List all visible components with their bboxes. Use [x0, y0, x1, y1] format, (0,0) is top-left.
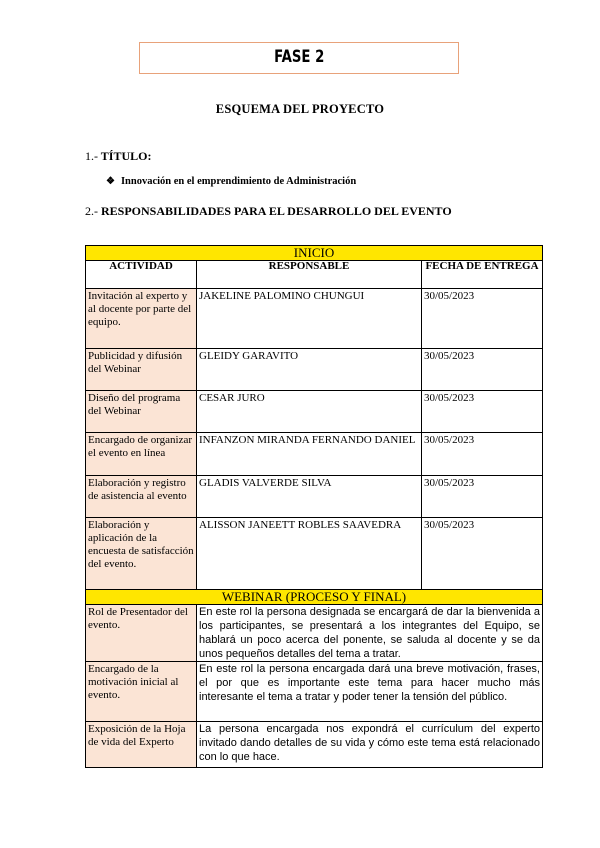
table-row: [86, 289, 543, 349]
responsable-cell: ALISSON JANEETT ROBLES SAAVEDRA: [197, 518, 422, 590]
actividad-cell: Publicidad y difusión del Webinar: [86, 349, 197, 391]
fecha-cell: 30/05/2023: [422, 476, 543, 518]
table-row: [86, 605, 543, 662]
document-heading: ESQUEMA DEL PROYECTO: [215, 102, 385, 116]
table-row: [86, 391, 543, 433]
actividad-cell: Invitación al experto y al docente por parte del equipo.: [86, 289, 197, 349]
actividad-cell: Diseño del programa del Webinar: [86, 391, 197, 433]
header-responsable: RESPONSABLE: [197, 261, 422, 289]
actividad-cell: Elaboración y aplicación de la encuesta de satisfacción del evento.: [86, 518, 197, 590]
header-actividad: ACTIVIDAD: [86, 261, 197, 289]
section-title-label: [85, 149, 151, 164]
section-label: RESPONSABILIDADES PARA EL DESARROLLO DEL EVENTO: [101, 204, 452, 218]
webinar-band-row: [86, 590, 543, 605]
webinar-band: WEBINAR (PROCESO Y FINAL): [86, 590, 543, 605]
responsable-cell: GLADIS VALVERDE SILVA: [197, 476, 422, 518]
responsable-cell: JAKELINE PALOMINO CHUNGUI: [197, 289, 422, 349]
inicio-band-row: [86, 246, 543, 261]
fecha-cell: 30/05/2023: [422, 518, 543, 590]
actividad-cell: Exposición de la Hoja de vida del Experto: [86, 722, 197, 768]
inicio-band: INICIO: [86, 246, 543, 261]
header-fecha: FECHA DE ENTREGA: [422, 261, 543, 289]
fecha-cell: 30/05/2023: [422, 349, 543, 391]
phase-title-box: [139, 42, 459, 74]
title-bullet: [106, 176, 356, 187]
fecha-cell: 30/05/2023: [422, 289, 543, 349]
section-number: 2.-: [85, 204, 98, 218]
descripcion-cell: En este rol la persona encargada dará una breve motivación, frases, el por que es importante este tema para hacer mucho más interesante el tema a tratar y poder tener la tensión del público.: [197, 662, 543, 722]
fecha-cell: 30/05/2023: [422, 433, 543, 476]
table-row: [86, 518, 543, 590]
actividad-cell: Rol de Presentador del evento.: [86, 605, 197, 662]
section-responsibilities-label: [85, 204, 452, 219]
fecha-cell: 30/05/2023: [422, 391, 543, 433]
descripcion-cell: La persona encargada nos expondrá el currículum del experto invitado dando detalles de su vida y cómo este tema está relacionado con lo que hace.: [197, 722, 543, 768]
table-row: [86, 349, 543, 391]
responsable-cell: INFANZON MIRANDA FERNANDO DANIEL: [197, 433, 422, 476]
actividad-cell: Encargado de la motivación inicial al evento.: [86, 662, 197, 722]
header-row: [86, 261, 543, 289]
project-title: Innovación en el emprendimiento de Administración: [120, 176, 357, 187]
table-row: [86, 662, 543, 722]
section-label: TÍTULO:: [100, 149, 152, 163]
table-row: [86, 433, 543, 476]
responsable-cell: CESAR JURO: [197, 391, 422, 433]
phase-title: FASE 2: [273, 47, 325, 67]
descripcion-cell: En este rol la persona designada se encargará de dar la bienvenida a los participantes, se presentará a los integrantes del Equipo, se hablará un poco acerca del ponente, se saluda al docente y se da unos pequeños detalles del tema a tratar.: [197, 605, 543, 662]
diamond-bullet-icon: ❖: [106, 176, 115, 187]
table-row: [86, 722, 543, 768]
actividad-cell: Encargado de organizar el evento en línea: [86, 433, 197, 476]
table-row: [86, 476, 543, 518]
actividad-cell: Elaboración y registro de asistencia al evento: [86, 476, 197, 518]
responsibilities-table: [85, 245, 543, 768]
responsable-cell: GLEIDY GARAVITO: [197, 349, 422, 391]
section-number: 1.-: [85, 149, 98, 163]
